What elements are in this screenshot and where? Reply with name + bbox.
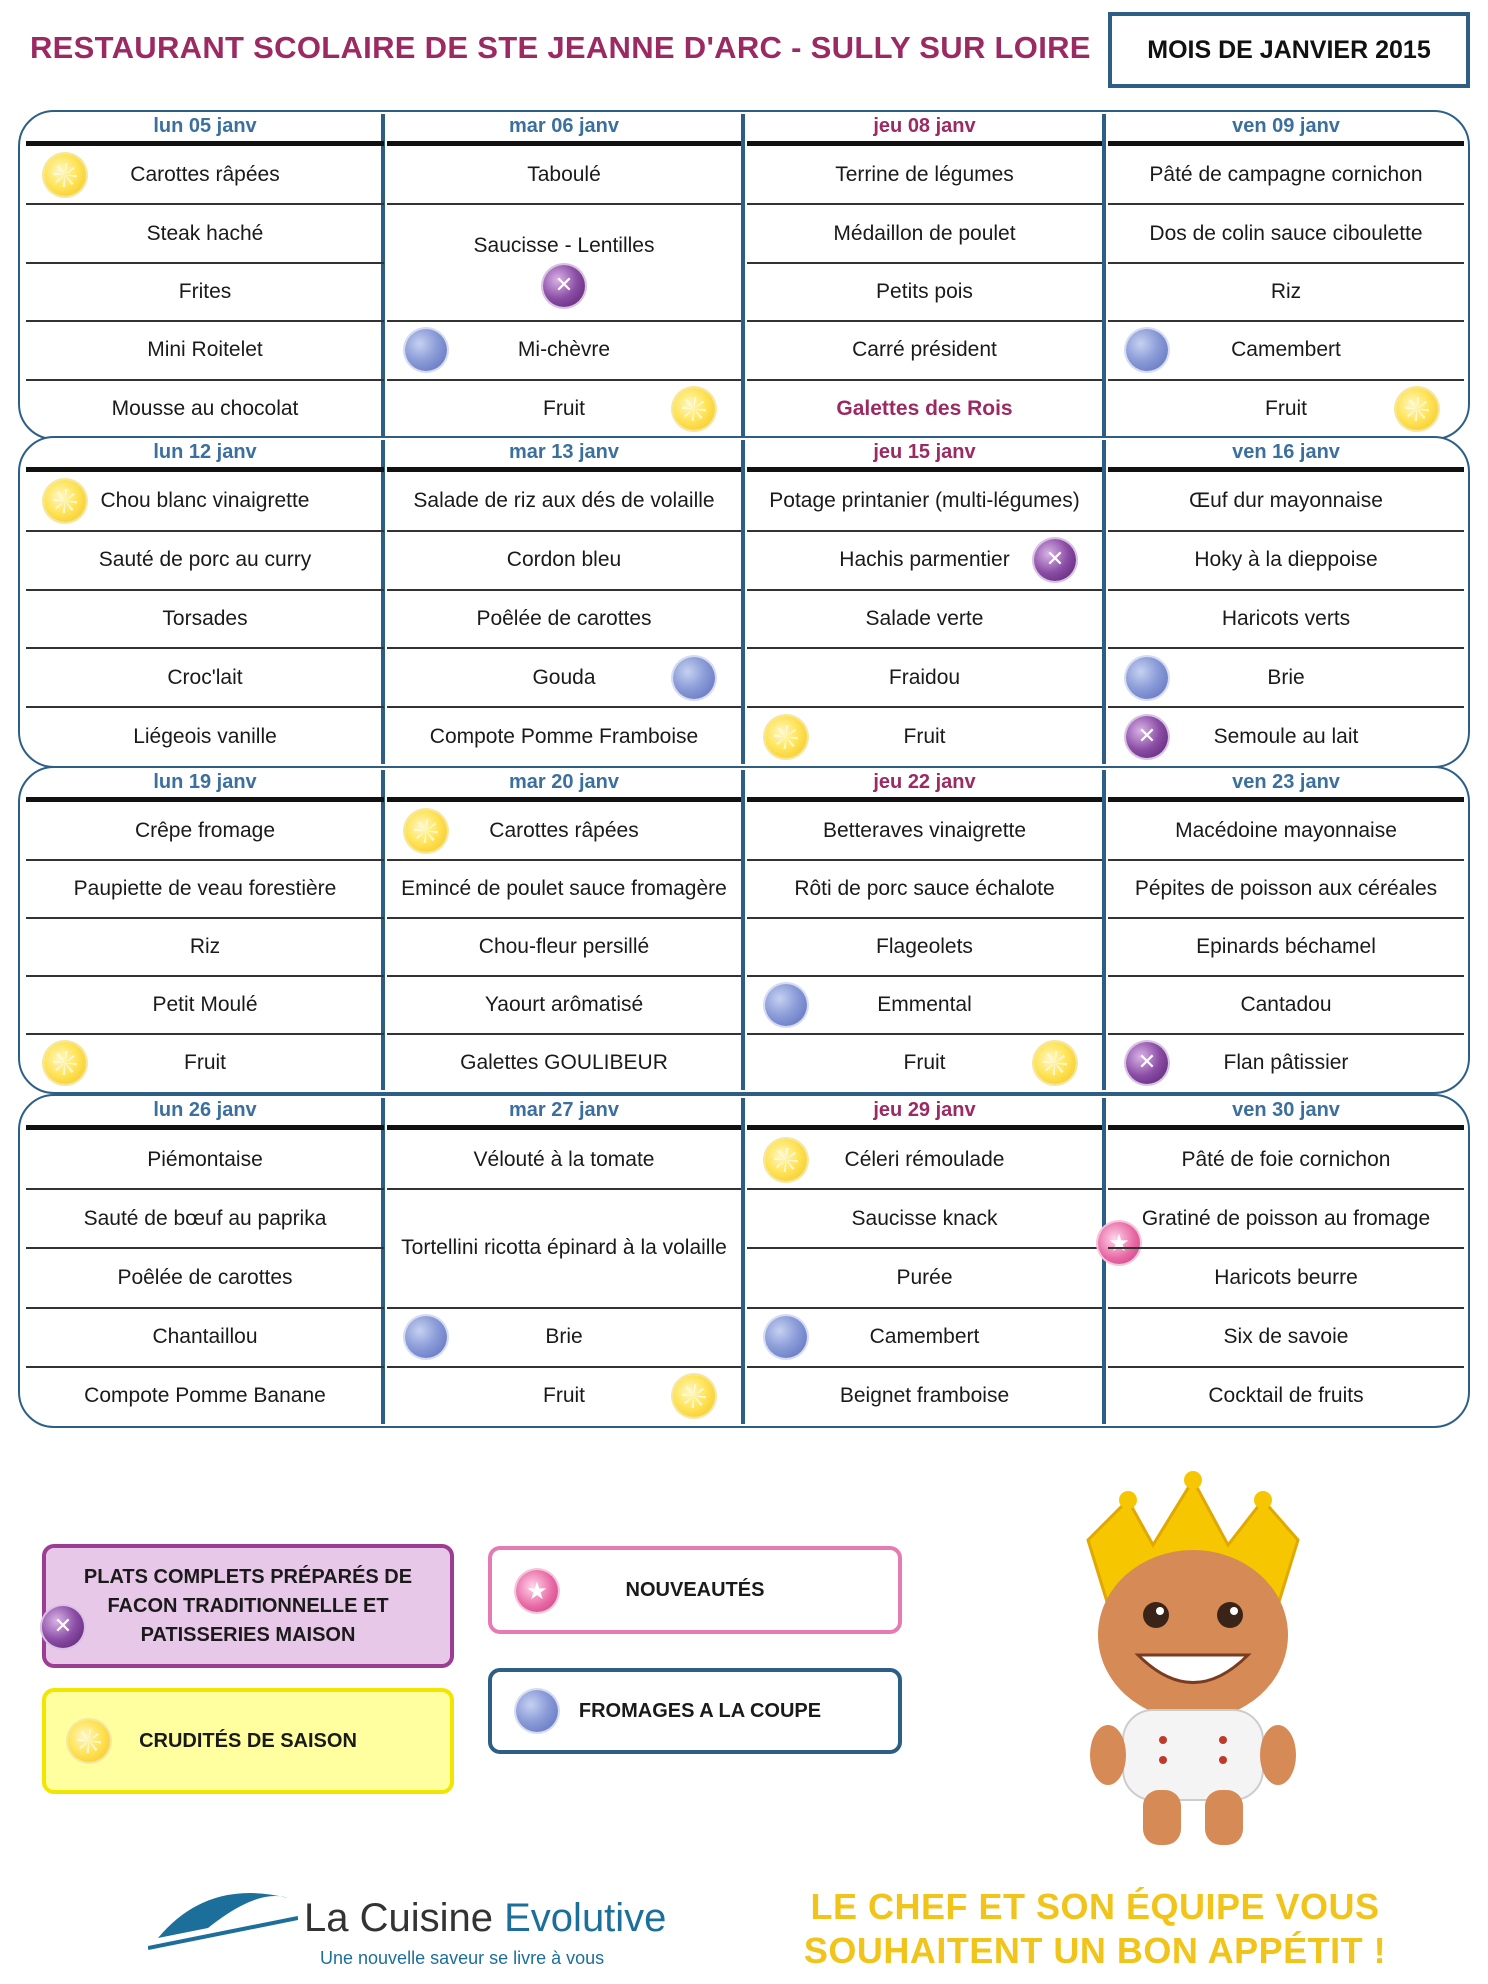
menu-item-text: Fruit — [903, 1051, 946, 1074]
yellow-icon — [765, 716, 807, 758]
menu-item-text: Cantadou — [1240, 993, 1332, 1016]
menu-item-text: Cocktail de fruits — [1208, 1384, 1364, 1408]
menu-item — [387, 1189, 741, 1307]
menu-item — [387, 590, 741, 649]
brand-name-part1: La Cuisine — [304, 1896, 505, 1940]
menu-item-text: Fruit — [1265, 396, 1307, 420]
legend-new — [488, 1546, 902, 1634]
menu-item-text: Betteraves vinaigrette — [822, 819, 1027, 842]
menu-item — [26, 976, 384, 1034]
menu-item-text: Riz — [189, 935, 221, 958]
legend-new-label: NOUVEAUTÉS — [625, 1578, 765, 1601]
legend-cheese-label: FROMAGES A LA COUPE — [578, 1699, 822, 1722]
menu-item — [26, 1130, 384, 1189]
traditional-dish-icon — [42, 1606, 84, 1648]
menu-item-text: Six de savoie — [1223, 1325, 1349, 1349]
column-divider — [741, 114, 745, 436]
menu-item-text: Œuf dur mayonnaise — [1189, 489, 1383, 513]
day-label: lun 26 janv — [153, 1099, 257, 1121]
menu-item-text: Terrine de légumes — [835, 163, 1014, 187]
yellow-icon — [1034, 1042, 1076, 1084]
legend-traditional-label: PLATS COMPLETS PRÉPARÉS DE FACON TRADITIONNELLE ET PATISSERIES MAISON — [83, 1565, 413, 1646]
menu-item-text: Médaillon de poulet — [833, 221, 1016, 245]
yellow-icon — [765, 1139, 807, 1181]
menu-item-text: Taboulé — [527, 163, 601, 187]
menu-item-text: Poêlée de carottes — [476, 606, 652, 630]
menu-item-text: Crêpe fromage — [134, 819, 276, 842]
day-label: lun 05 janv — [153, 115, 257, 137]
day-label: mar 13 janv — [508, 441, 620, 463]
menu-item-text: Brie — [545, 1325, 583, 1349]
menu-item — [387, 531, 741, 590]
menu-item — [26, 707, 384, 766]
menu-item — [1108, 1248, 1464, 1307]
menu-item — [26, 1248, 384, 1307]
menu-item-text: Fruit — [543, 1384, 585, 1408]
menu-item-text: Compote Pomme Framboise — [429, 724, 699, 748]
blue-icon — [765, 984, 807, 1026]
menu-item — [747, 1248, 1102, 1307]
menu-item-text: Haricots beurre — [1214, 1265, 1358, 1289]
menu-item-text: Petits pois — [876, 279, 973, 303]
legend-cheese — [488, 1668, 902, 1754]
cheese-icon — [516, 1690, 558, 1732]
day-label: ven 23 janv — [1232, 771, 1340, 793]
menu-item-text: Gouda — [532, 665, 596, 689]
menu-item — [747, 204, 1102, 262]
column-divider — [741, 770, 745, 1090]
day-label: mar 20 janv — [508, 771, 620, 793]
blue-icon — [405, 1316, 447, 1358]
menu-item-text: Piémontaise — [147, 1147, 263, 1171]
menu-item-text: Salade de riz aux dés de volaille — [413, 489, 715, 513]
menu-item-text: Petit Moulé — [152, 993, 258, 1016]
menu-item-text: Carottes râpées — [130, 163, 280, 187]
menu-item — [747, 648, 1102, 707]
menu-item — [747, 472, 1102, 531]
blue-icon — [1126, 657, 1168, 699]
column-divider — [741, 440, 745, 764]
column-divider — [1102, 770, 1106, 1090]
menu-item-text: Céleri rémoulade — [844, 1147, 1005, 1171]
menu-item-text: Carottes râpées — [489, 819, 639, 842]
menu-item-text: Chantaillou — [152, 1325, 258, 1349]
menu-item-text: Camembert — [869, 1325, 980, 1349]
column-divider — [741, 1098, 745, 1424]
day-label: ven 30 janv — [1232, 1099, 1340, 1121]
column-divider — [1102, 114, 1106, 436]
menu-item — [1108, 531, 1464, 590]
menu-item-text: Galettes GOULIBEUR — [460, 1051, 668, 1074]
menu-item — [26, 590, 384, 649]
menu-item-text: Pâté de campagne cornichon — [1149, 163, 1423, 187]
menu-item — [387, 918, 741, 976]
menu-item-text: Croc'lait — [167, 665, 243, 689]
menu-item — [1108, 1189, 1464, 1248]
day-label: jeu 29 janv — [873, 1099, 976, 1121]
menu-item — [747, 1367, 1102, 1426]
menu-item-text: Chou blanc vinaigrette — [100, 489, 310, 513]
column-divider — [1102, 440, 1106, 764]
menu-item — [26, 321, 384, 379]
cloche-logo-icon — [148, 1878, 298, 1958]
yellow-icon — [1396, 388, 1438, 430]
menu-item-text: Riz — [1270, 279, 1302, 303]
week-block — [18, 436, 1470, 768]
menu-item-text: Torsades — [162, 606, 248, 630]
menu-item-text: Saucisse knack — [851, 1206, 998, 1230]
menu-item — [747, 321, 1102, 379]
brand-tagline: Une nouvelle saveur se livre à vous — [320, 1948, 605, 1968]
menu-item-text: Emincé de poulet sauce fromagère — [401, 877, 727, 900]
legend-seasonal — [42, 1688, 454, 1794]
menu-item — [387, 707, 741, 766]
legend-traditional — [42, 1544, 454, 1668]
menu-item — [26, 918, 384, 976]
menu-item-text: Mini Roitelet — [147, 338, 263, 362]
day-label: jeu 08 janv — [873, 115, 976, 137]
menu-item — [26, 1367, 384, 1426]
menu-item — [387, 860, 741, 918]
menu-item-text: Galettes des Rois — [836, 396, 1013, 420]
menu-item-text: Flageolets — [876, 935, 973, 958]
brand-name — [304, 1896, 666, 1941]
menu-item-text: Hoky à la dieppoise — [1194, 548, 1378, 572]
menu-item — [747, 380, 1102, 438]
menu-item — [1108, 1308, 1464, 1367]
seasonal-produce-icon — [68, 1720, 110, 1762]
day-label: mar 27 janv — [508, 1099, 620, 1121]
menu-item — [747, 1189, 1102, 1248]
menu-item-text: Macédoine mayonnaise — [1175, 819, 1397, 842]
day-label: ven 09 janv — [1232, 115, 1340, 137]
brand-name-part2: Evolutive — [504, 1896, 667, 1940]
yellow-icon — [44, 154, 86, 196]
menu-item — [747, 263, 1102, 321]
page-title: RESTAURANT SCOLAIRE DE STE JEANNE D'ARC - SULLY SUR LOIRE — [30, 30, 1091, 65]
menu-item-text: Cordon bleu — [506, 548, 622, 572]
menu-item-text: Fruit — [903, 724, 946, 748]
purple-icon — [1034, 539, 1076, 581]
menu-item-text: Hachis parmentier — [839, 548, 1010, 572]
menu-item-text: Beignet framboise — [839, 1384, 1010, 1408]
blue-icon — [765, 1316, 807, 1358]
day-label: mar 06 janv — [508, 115, 620, 137]
menu-item-text: Steak haché — [146, 221, 264, 245]
purple-icon — [1126, 1042, 1168, 1084]
menu-item-text: Liégeois vanille — [133, 724, 277, 748]
menu-item — [1108, 918, 1464, 976]
menu-item-text: Saucisse - Lentilles — [473, 233, 655, 257]
menu-item — [26, 802, 384, 860]
menu-item-text: Fruit — [543, 396, 585, 420]
menu-item — [26, 860, 384, 918]
day-label: ven 16 janv — [1232, 441, 1340, 463]
menu-item — [26, 380, 384, 438]
menu-item-text: Gratiné de poisson au fromage — [1141, 1206, 1431, 1230]
month-label: MOIS DE JANVIER 2015 — [1147, 35, 1431, 64]
menu-item — [387, 472, 741, 531]
legend-seasonal-label: CRUDITÉS DE SAISON — [139, 1729, 357, 1752]
menu-item-text: Potage printanier (multi-légumes) — [769, 489, 1080, 513]
menu-item — [747, 146, 1102, 204]
menu-item — [26, 1189, 384, 1248]
menu-item — [1108, 860, 1464, 918]
menu-item — [26, 531, 384, 590]
menu-item-text: Frites — [178, 279, 232, 303]
menu-item-text: Dos de colin sauce ciboulette — [1149, 221, 1423, 245]
menu-item-text: Pépites de poisson aux céréales — [1134, 877, 1438, 900]
menu-item — [747, 590, 1102, 649]
menu-item — [1108, 976, 1464, 1034]
menu-item-text: Flan pâtissier — [1223, 1051, 1349, 1074]
menu-item-text: Haricots verts — [1221, 606, 1351, 630]
menu-item-text: Yaourt arômatisé — [484, 993, 644, 1016]
menu-item-text: Brie — [1267, 665, 1305, 689]
menu-item — [747, 802, 1102, 860]
menu-item — [1108, 590, 1464, 649]
menu-item-text: Mi-chèvre — [517, 338, 611, 362]
menu-item — [1108, 263, 1464, 321]
menu-item — [1108, 472, 1464, 531]
menu-item — [747, 918, 1102, 976]
menu-item-text: Pâté de foie cornichon — [1181, 1147, 1391, 1171]
yellow-icon — [405, 810, 447, 852]
day-label: jeu 15 janv — [873, 441, 976, 463]
day-label: lun 12 janv — [153, 441, 257, 463]
menu-item-text: Carré président — [852, 338, 997, 362]
menu-item — [387, 1034, 741, 1092]
menu-item — [26, 263, 384, 321]
menu-item-text: Compote Pomme Banane — [84, 1384, 326, 1408]
yellow-icon — [673, 388, 715, 430]
menu-item — [387, 1130, 741, 1189]
purple-icon — [1126, 716, 1168, 758]
menu-item-text: Salade verte — [865, 606, 984, 630]
week-block — [18, 1094, 1470, 1428]
week-block — [18, 110, 1470, 440]
menu-item-text: Emmental — [877, 993, 972, 1016]
menu-item — [1108, 204, 1464, 262]
day-label: lun 19 janv — [153, 771, 257, 793]
menu-item — [26, 648, 384, 707]
menu-item — [387, 976, 741, 1034]
menu-item — [387, 146, 741, 204]
yellow-icon — [44, 1042, 86, 1084]
menu-item-text: Vélouté à la tomate — [473, 1147, 655, 1171]
menu-item-text: Paupiette de veau forestière — [73, 877, 337, 900]
menu-item-text: Rôti de porc sauce échalote — [794, 877, 1055, 900]
chef-mascot-illustration — [1068, 1470, 1318, 1850]
month-box — [1108, 12, 1470, 88]
menu-item-text: Fraidou — [888, 665, 961, 689]
menu-item-text: Sauté de bœuf au paprika — [83, 1206, 327, 1230]
menu-item-text: Tortellini ricotta épinard à la volaille — [401, 1236, 727, 1260]
menu-item-text: Camembert — [1231, 338, 1341, 362]
new-item-icon — [516, 1570, 558, 1612]
menu-item-text: Epinards béchamel — [1196, 935, 1376, 958]
menu-item — [26, 1308, 384, 1367]
menu-item-text: Fruit — [184, 1051, 226, 1074]
chef-message: LE CHEF ET SON ÉQUIPE VOUS SOUHAITENT UN BON APPÉTIT ! — [803, 1886, 1387, 1971]
menu-item-text: Mousse au chocolat — [111, 396, 299, 420]
menu-item — [1108, 146, 1464, 204]
menu-item-text: Poêlée de carottes — [117, 1265, 293, 1289]
menu-item-text: Sauté de porc au curry — [98, 548, 312, 572]
menu-item — [1108, 1130, 1464, 1189]
menu-item — [1108, 802, 1464, 860]
menu-item-text: Purée — [896, 1265, 953, 1289]
day-label: jeu 22 janv — [873, 771, 976, 793]
blue-icon — [673, 657, 715, 699]
menu-item — [26, 204, 384, 262]
menu-item-text: Chou-fleur persillé — [478, 935, 650, 958]
purple-icon — [543, 265, 585, 307]
menu-item-text: Semoule au lait — [1213, 724, 1359, 748]
menu-item — [747, 860, 1102, 918]
week-block — [18, 766, 1470, 1094]
menu-item — [1108, 1367, 1464, 1426]
